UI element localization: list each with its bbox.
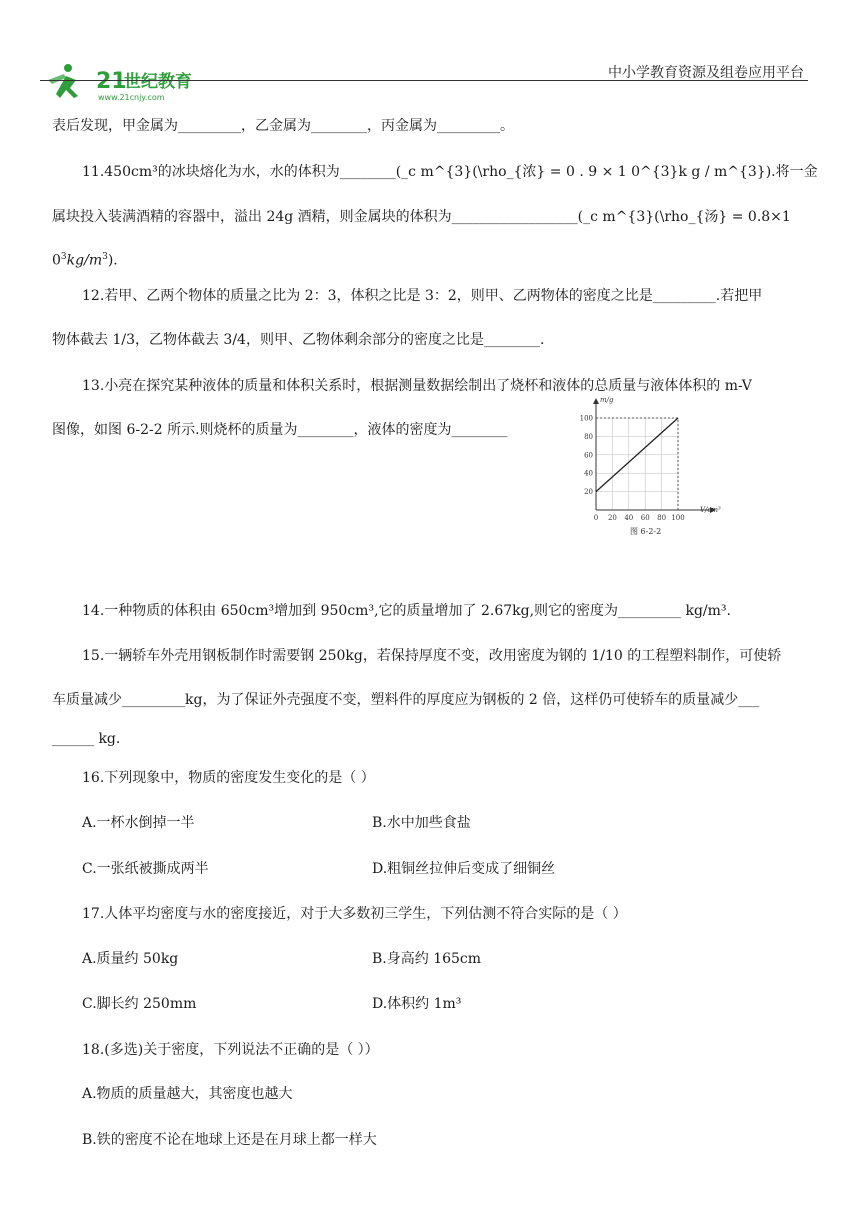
q17-option-c: C.脚长约 250mm [82,996,197,1012]
header-divider [40,80,808,81]
q18-option-b: B.铁的密度不论在地球上还是在月球上都一样大 [82,1132,377,1148]
y-tick-label: 100 [579,414,593,423]
page-header [40,58,808,106]
x-tick-label: 20 [607,514,617,522]
q16-option-b: B.水中加些食盐 [372,815,471,831]
line-1: 表后发现，甲金属为_________，乙金属为________，丙金属为_________。 [52,118,514,134]
svg-text:世纪教育: 世纪教育 [124,72,192,92]
q16-option-a: A.一杯水倒掉一半 [82,815,195,831]
x-tick-label: 0 [593,514,599,522]
x-tick-label: 40 [624,514,634,522]
q17-option-b: B.身高约 165cm [372,951,482,967]
x-tick-label: 60 [640,514,650,522]
q18-option-a: A.物质的质量越大，其密度也越大 [82,1086,293,1102]
q16-stem: 16.下列现象中，物质的密度发生变化的是（ ） [82,770,375,786]
q17-option-d: D.体积约 1m³ [372,996,462,1012]
x-tick-label: 100 [671,514,685,522]
site-logo [46,60,236,104]
svg-text:21: 21 [96,69,127,94]
q17-option-a: A.质量约 50kg [82,951,179,967]
logo-url: www.21cnjy.com [98,93,165,102]
q16-option-c: C.一张纸被撕成两半 [82,861,209,877]
y-axis-arrow [593,398,599,404]
chart-caption: 图 6-2-2 [630,527,662,536]
q13-line-a: 13.小亮在探究某种液体的质量和体积关系时，根据测量数据绘制出了烧杯和液体的总质量与液体体积的 m-V [82,378,752,394]
x-tick-label: 80 [657,514,667,522]
q14-line: 14.一种物质的体积由 650cm³增加到 950cm³,它的质量增加了 2.67kg,则它的密度为_________ kg/m³. [82,603,731,619]
q15-line-c: ______ kg. [52,731,121,747]
x-axis-label: V/cm³ [700,506,721,514]
y-tick-label: 80 [584,432,593,441]
q11-line-b: 属块投入装满酒精的容器中，溢出 24g 酒精，则金属块的体积为__________________(_c m^{3}(\rho_{汤} = 0.8×1 [52,209,791,225]
q15-line-a: 15.一辆轿车外壳用钢板制作时需要钢 250kg，若保持厚度不变，改用密度为钢的 1/10 的工程塑料制作，可使轿 [82,648,782,664]
q11-line-c: $0^3kg/m^3$). [52,252,118,269]
y-axis-label: m/g [600,396,614,404]
site-name: 中小学教育资源及组卷应用平台 [608,65,804,81]
q12-line-b: 物体截去 1/3，乙物体截去 3/4，则甲、乙物体剩余部分的密度之比是________. [52,332,545,348]
q11-line-a: 11.450cm³的冰块熔化为水，水的体积为________(_c m^{3}(\rho_{浓} = 0 . 9 × 1 0^{3}k g / m^{3}).将一金 [82,164,818,180]
q13-line-b: 图像，如图 6-2-2 所示.则烧杯的质量为________，液体的密度为________ [52,422,508,438]
q18-stem: 18.(多选)关于密度，下列说法不正确的是（ ）） [82,1042,379,1058]
q17-stem: 17.人体平均密度与水的密度接近，对于大多数初三学生，下列估测不符合实际的是（ ） [82,906,627,922]
q15-line-b: 车质量减少_________kg，为了保证外壳强度不变，塑料件的厚度应为钢板的 2 倍，这样仍可使轿车的质量减少___ [52,692,760,708]
q16-option-d: D.粗铜丝拉伸后变成了细铜丝 [372,861,556,877]
mv-chart [570,392,730,542]
q12-line-a: 12.若甲、乙两个物体的质量之比为 2：3，体积之比是 3：2，则甲、乙两物体的密度之比是_________.若把甲 [82,288,763,304]
y-tick-label: 20 [584,488,593,497]
y-tick-label: 40 [584,469,593,478]
y-tick-label: 60 [584,451,593,460]
